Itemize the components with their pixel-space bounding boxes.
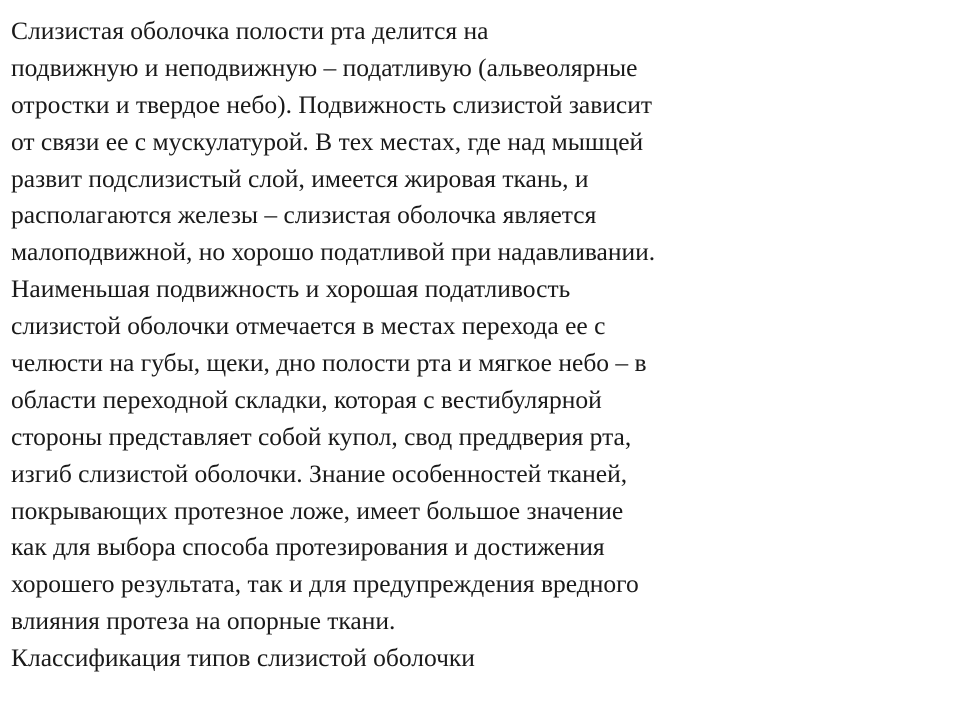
text-line: изгиб слизистой оболочки. Знание особенностей тканей,: [11, 458, 628, 488]
text-line: слизистой оболочки отмечается в местах перехода ее с: [11, 311, 606, 341]
text-line: области переходной складки, которая с вестибулярной: [11, 384, 602, 414]
text-line: покрывающих протезное ложе, имеет большое значение: [11, 495, 624, 525]
text-line: Наименьшая подвижность и хорошая податливость: [11, 274, 571, 304]
text-line: малоподвижной, но хорошо податливой при надавливании.: [11, 237, 656, 267]
text-line: подвижную и неподвижную – податливую (альвеолярные: [11, 52, 638, 82]
text-line: как для выбора способа протезирования и достижения: [11, 532, 605, 562]
text-line: отростки и твердое небо). Подвижность слизистой зависит: [11, 89, 653, 119]
text-line: развит подслизистый слой, имеется жировая ткань, и: [11, 163, 589, 193]
text-line: располагаются железы – слизистая оболочка является: [11, 200, 597, 230]
text-line: хорошего результата, так и для предупреждения вредного: [11, 569, 639, 599]
text-line: от связи ее с мускулатурой. В тех местах, где над мышцей: [11, 126, 644, 156]
text-line: влияния протеза на опорные ткани.: [11, 606, 396, 636]
body-text: [11, 13, 951, 677]
text-line: Слизистая оболочка полости рта делится на: [11, 16, 489, 45]
text-line: стороны представляет собой купол, свод преддверия рта,: [11, 421, 632, 451]
section-heading: Классификация типов слизистой оболочки: [11, 643, 475, 673]
text-line: челюсти на губы, щеки, дно полости рта и мягкое небо – в: [11, 348, 647, 378]
